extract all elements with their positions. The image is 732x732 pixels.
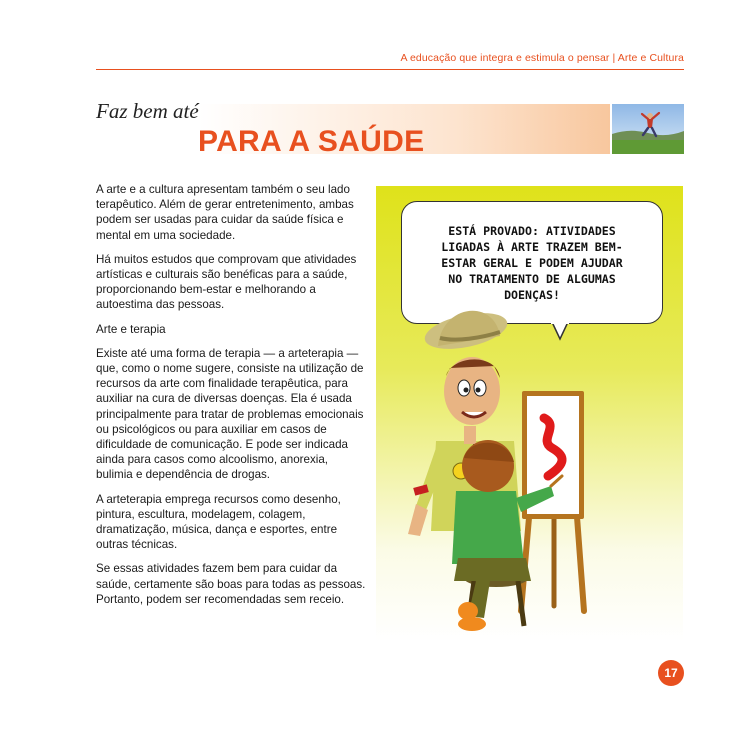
page-title: PARA A SAÚDE [198, 125, 425, 158]
body-paragraph: A arteterapia emprega recursos como desenho, pintura, escultura, modelagem, colagem, dramatização, música, dança e esportes, entre outras técnicas. [96, 492, 341, 552]
header-rule [96, 69, 684, 70]
cartoon-illustration [376, 186, 683, 641]
artists-drawing [376, 186, 683, 641]
body-text [96, 182, 366, 616]
speech-bubble-text: ESTÁ PROVADO: ATIVIDADES LIGADAS À ARTE TRAZEM BEM-ESTAR GERAL E PODEM AJUDAR NO TRATAMENTO DE ALGUMAS DOENÇAS! [441, 223, 623, 302]
body-paragraph: Há muitos estudos que comprovam que atividades artísticas e culturais são benéficas para a saúde, proporcionando bem-estar e melhorando a autoestima das pessoas. [96, 252, 357, 312]
running-head: A educação que integra e estimula o pensar | Arte e Cultura [400, 52, 684, 64]
title-photo [612, 104, 684, 154]
body-paragraph: A arte e a cultura apresentam também o seu lado terapêutico. Além de gerar entretenimento, ambas podem ser usadas para cuidar da saúde física e mental em uma sociedade. [96, 183, 354, 242]
section-subheading: Arte e terapia [96, 322, 166, 336]
page-number-badge: 17 [658, 660, 684, 686]
body-paragraph: Se essas atividades fazem bem para cuidar da saúde, certamente são boas para todas as pessoas. Portanto, podem ser recomendadas sem receio. [96, 562, 366, 606]
title-kicker: Faz bem até [96, 99, 199, 123]
body-paragraph: Existe até uma forma de terapia — a arteterapia — que, como o nome sugere, consiste na utilização de recursos da arte com finalidade terapêutica, para auxiliar na cura de diversas doenças. Ela é usada principalmente para tratar de problemas emocionais ou psicológicos ou para auxiliar em casos de dificuldade de comunicação. E pode ser indicada ainda para casos como alcoolismo, anorexia, bulimia e dependência de drogas. [96, 346, 364, 482]
